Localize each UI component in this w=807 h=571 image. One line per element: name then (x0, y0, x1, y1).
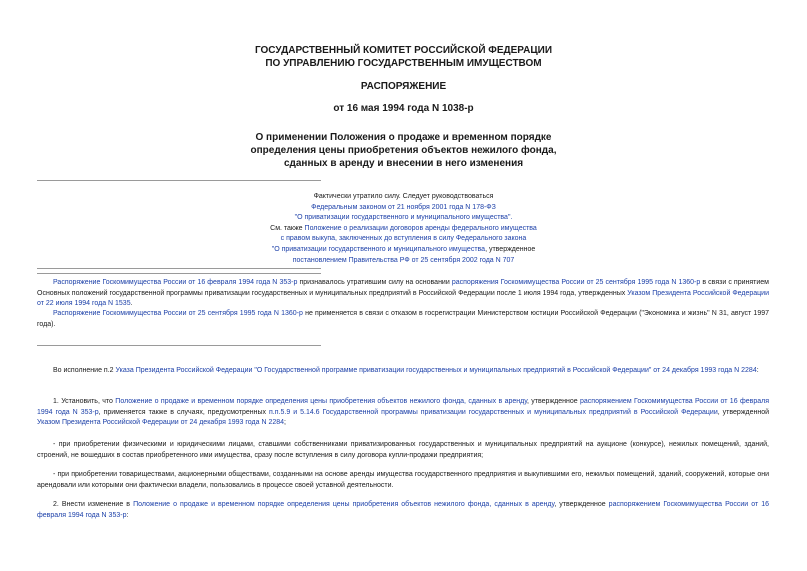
status-note-text: См. также (270, 224, 305, 232)
text: в связи с принятием Основных положений государственной программы приватизации государственных и муниципальных предприятий в Российской Федерации после 1 июля 1994 года, утвержденных (37, 279, 769, 297)
body-paragraph (37, 500, 769, 521)
document-date-number: от 16 мая 1994 года N 1038-р (333, 103, 474, 114)
status-note-link[interactable]: "О приватизации государственного и муниципального имущества (271, 246, 486, 253)
status-note-link[interactable]: Положение о реализации договоров аренды федерального имущества (304, 224, 537, 232)
text: . (130, 300, 133, 307)
doc-link[interactable]: Указом Президента Российской Федерации от 24 декабря 1993 года N 2284 (37, 419, 285, 426)
status-note-link[interactable]: с правом выкупа, заключенных до вступления в силу Федерального закона (280, 235, 527, 243)
text: : (756, 367, 759, 374)
divider (37, 268, 321, 269)
document-title-line2: определения цены приобретения объектов нежилого фонда, (250, 145, 557, 156)
agency-name-line2: ПО УПРАВЛЕНИЮ ГОСУДАРСТВЕННЫМ ИМУЩЕСТВОМ (265, 58, 542, 69)
divider (37, 345, 321, 346)
body-paragraph: - при приобретении товариществами, акционерными обществами, созданными на основе аренды имущества государственного предприятия и выкупившими его, нежилых помещений, зданий, сооружений, которые они арендовали или которыми они фактически владели, пользовались в процессе своей уставной деятельности. (37, 471, 769, 489)
editorial-note-paragraph (37, 309, 769, 330)
editorial-note-paragraph (37, 278, 769, 310)
text: , утвержденное (554, 501, 609, 508)
text: : (126, 511, 129, 519)
divider (37, 273, 321, 274)
doc-link[interactable]: распоряжения Госкомимущества России от 25 сентября 1995 года N 1360-р (451, 279, 701, 286)
body-paragraph: - при приобретении физическими и юридическими лицами, ставшими собственниками приватизированных государственных и муниципальных предприятий на аукционе (конкурсе), нежилых помещений, зданий, строений, не вошедших в состав приобретенного ими имущества, сразу после вступления в силу договора купли-продажи предприятия; (37, 441, 769, 459)
doc-link[interactable]: Указом Президента Российской Федерации от 22 июля 1994 года N 1535 (37, 289, 769, 307)
status-note-link[interactable]: Федеральным законом от 21 ноября 2001 года N 178-ФЗ (311, 203, 496, 211)
text: не применяется в связи с отказом в госрегистрации Министерством юстиции Российской Федерации ("Экономика и жизнь" N 31, август 1997 года). (37, 310, 770, 328)
text: 1. Установить, что (53, 398, 116, 405)
doc-link[interactable]: Указа Президента Российской Федерации "О Государственной программе приватизации государственных и муниципальных предприятий в Российской Федерации" от 24 декабря 1993 года N 2284 (115, 367, 757, 374)
text: , утвержденной (717, 408, 770, 416)
text: признавалось утратившим силу на основании (297, 279, 452, 286)
doc-link[interactable]: п.п.5.9 и 5.14.6 Государственной программы приватизации государственных и муниципальных предприятий в Российской Федерации (269, 408, 718, 416)
document-title-line3: сданных в аренду и внесении в него изменения (283, 158, 524, 169)
text: , применяется также в случаях, предусмотренных (98, 408, 270, 416)
status-note-line: Фактически утратило силу. Следует руководствоваться (313, 193, 494, 200)
divider (37, 180, 321, 181)
text: 2. Внести изменение в (53, 501, 134, 508)
doc-link[interactable]: Распоряжение Госкомимущества России от 25 сентября 1995 года N 1360-р (53, 310, 303, 317)
document-title-line1: О применении Положения о продаже и временном порядке (255, 132, 552, 143)
doc-link[interactable]: Положение о продаже и временном порядке определения цены приобретения объектов нежилого фонда, сданных в аренду (133, 501, 555, 508)
doc-link[interactable]: Положение о продаже и временном порядке определения цены приобретения объектов нежилого фонда, сданных в аренду (115, 398, 527, 405)
body-paragraph (37, 366, 769, 377)
document-type: РАСПОРЯЖЕНИЕ (360, 81, 447, 92)
text: ; (284, 419, 286, 426)
status-note-link[interactable]: постановлением Правительства РФ от 25 сентября 2002 года N 707 (292, 256, 515, 264)
doc-link[interactable]: Распоряжение Госкомимущества России от 16 февраля 1994 года N 353-р (53, 279, 298, 286)
status-note-text: , утвержденное (485, 246, 536, 253)
agency-name-line1: ГОСУДАРСТВЕННЫЙ КОМИТЕТ РОССИЙСКОЙ ФЕДЕРАЦИИ (254, 45, 553, 56)
text: Во исполнение п.2 (53, 367, 116, 374)
doc-link[interactable]: распоряжением Госкомимущества России от 16 февраля 1994 года N 353-р (37, 398, 769, 416)
status-note-link[interactable]: "О приватизации государственного и муниципального имущества". (294, 214, 513, 222)
text: , утвержденное (527, 398, 580, 405)
body-paragraph (37, 397, 769, 429)
doc-link[interactable]: распоряжением Госкомимущества России от 16 февраля 1994 года N 353-р (37, 501, 769, 519)
